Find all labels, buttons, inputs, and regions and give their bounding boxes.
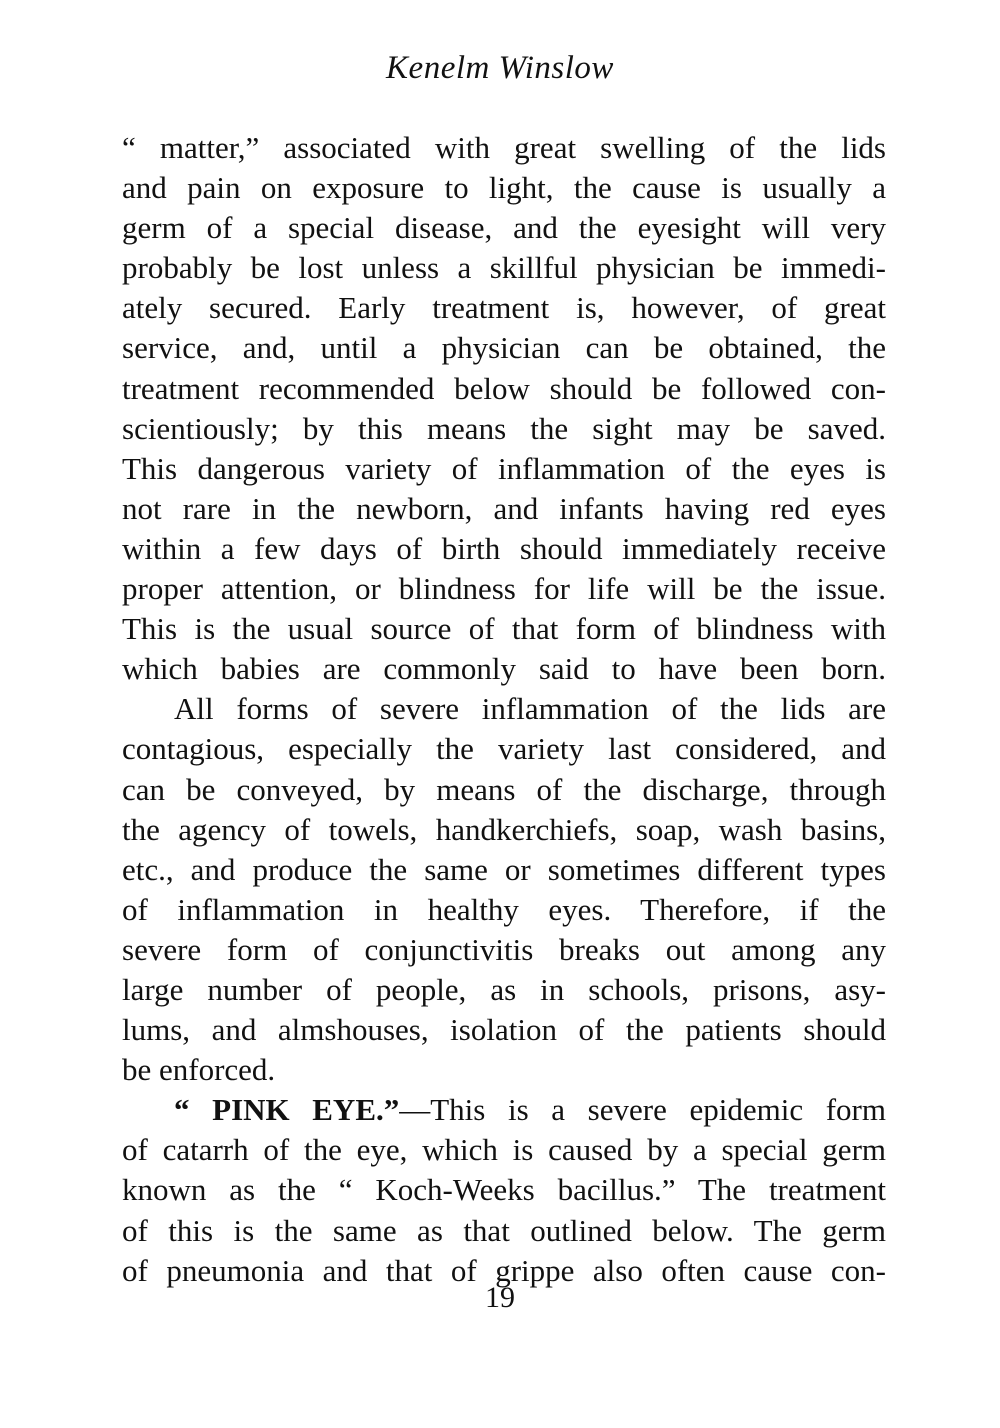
text-line: This is the usual source of that form of blindness with [122, 611, 886, 647]
paragraph-pink-eye [122, 1090, 886, 1290]
text-line: be enforced. [122, 1052, 276, 1088]
text-line: This dangerous variety of inflammation of the eyes is [122, 450, 886, 486]
text-line: within a few days of birth should immediately receive [122, 530, 886, 566]
text-line: severe form of conjunctivitis breaks out among any [122, 931, 886, 967]
section-heading-pink-eye: “ PINK EYE.” [174, 1092, 400, 1128]
text-line: and pain on exposure to light, the cause is usually a [122, 170, 886, 206]
text-line: large number of people, as in schools, prisons, asy- [122, 971, 886, 1007]
text-line: of inflammation in healthy eyes. Therefore, if the [122, 891, 886, 927]
text-line: contagious, especially the variety last considered, and [122, 731, 886, 767]
text-line: lums, and almshouses, isolation of the patients should [122, 1012, 886, 1048]
text-line: service, and, until a physician can be obtained, the [122, 330, 886, 366]
text-line: not rare in the newborn, and infants having red eyes [122, 490, 886, 526]
text-line: etc., and produce the same or sometimes different types [122, 851, 886, 887]
text-line: of catarrh of the eye, which is caused by a special germ [122, 1132, 886, 1168]
text-run: —This is a severe epidemic form [399, 1092, 886, 1128]
page-number: 19 [485, 1281, 515, 1314]
text-line: germ of a special disease, and the eyesight will very [122, 210, 886, 246]
text-line: scientiously; by this means the sight may be saved. [122, 410, 886, 446]
text-line: All forms of severe inflammation of the lids are [174, 691, 886, 727]
text-line: of pneumonia and that of grippe also often cause con- [122, 1252, 886, 1288]
paragraph-ophthalmia-continued [122, 128, 886, 689]
text-line: the agency of towels, handkerchiefs, soap, wash basins, [122, 811, 886, 847]
text-line: of this is the same as that outlined below. The germ [122, 1212, 886, 1248]
text-line: can be conveyed, by means of the discharge, through [122, 771, 886, 807]
text-line: ately secured. Early treatment is, however, of great [122, 290, 886, 326]
text-line [122, 1090, 886, 1130]
body-text [122, 128, 886, 1291]
text-line: “ matter,” associated with great swelling of the lids [122, 130, 886, 165]
text-line: which babies are commonly said to have been born. [122, 651, 886, 687]
text-line: probably be lost unless a skillful physician be immedi- [122, 250, 886, 286]
text-line: known as the “ Koch-Weeks bacillus.” The treatment [122, 1172, 886, 1208]
text-line: treatment recommended below should be followed con- [122, 370, 886, 406]
text-line: proper attention, or blindness for life will be the issue. [122, 571, 886, 607]
paragraph-contagion [122, 689, 886, 1090]
running-head: Kenelm Winslow [386, 50, 614, 86]
